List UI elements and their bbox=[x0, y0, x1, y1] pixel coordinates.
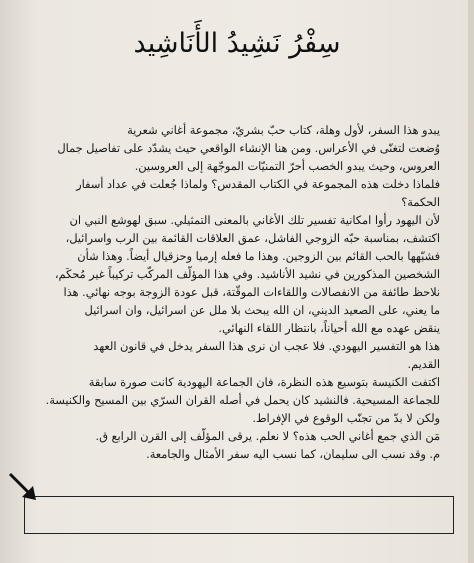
paragraph-3 bbox=[24, 212, 454, 338]
text-line: هذا هو التفسير اليهودي. فلا عجب ان نرى هذا السفر يدخل في قانون العهد bbox=[93, 340, 440, 353]
body-text bbox=[24, 122, 454, 464]
page-edge bbox=[468, 0, 474, 563]
text-line: اكتشف، بمناسبة حبّه الزوجي الفاشل، عمق العلاقات القائمة بين الرب واسرائيل، bbox=[65, 232, 440, 245]
arrow-icon bbox=[6, 470, 40, 504]
highlighted-line: م. وقد نسب الى سليمان، كما نسب اليه سفر الأمثال والجامعة. bbox=[146, 448, 440, 461]
paragraph-5 bbox=[24, 374, 454, 428]
text-line: اكتفت الكنيسة بتوسيع هذه النظرة، فان الجماعة اليهودية كانت صورة سابقة bbox=[88, 376, 440, 389]
text-line: فشبّهها بالحب القائم بين الزوجين. وهذا ما فعله إرميا وحزقيال أيضاً. وهذا شأن bbox=[77, 250, 440, 263]
text-line: يبدو هذا السفر، لأول وهلة، كتاب حبّ بشريّ، مجموعة أغاني شعرية bbox=[127, 124, 440, 137]
page-title: سِفْرُ نَشِيدُ الأَنَاشِيد bbox=[133, 28, 341, 59]
text-line: لأن اليهود رأوا امكانية تفسير تلك الأغاني بالمعنى التمثيلي. سبق لهوشع النبي ان bbox=[69, 214, 440, 227]
highlighted-line: مَن الذي جمع أغاني الحب هذه؟ لا نعلم. يرقى المؤلّف إلى القرن الرابع ق. bbox=[95, 430, 440, 443]
text-line: القديم. bbox=[407, 358, 440, 371]
text-line: ولكن لا بدّ من تجنّب الوقوع في الإفراط. bbox=[252, 412, 440, 425]
paragraph-4 bbox=[24, 338, 454, 374]
text-line: الشخصين المذكورين في نشيد الأناشيد. وفي هذا المؤلّف المركّب تركيباً غير مُحكَم، bbox=[54, 268, 440, 281]
text-line: ما يعني، على الصعيد الديني، ان الله يبحث بلا ملل عن اسرائيل، وان اسرائيل bbox=[84, 304, 440, 317]
paragraph-6-highlighted bbox=[24, 428, 454, 464]
text-line: نلاحظ طائفة من الانفصالات واللقاءات الموقّتة، قبل عودة الزوجة بوجه نهائي. هذا bbox=[63, 286, 440, 299]
text-line: وُضعت لتغنّى في الأعراس. ومن هنا الإنشاء الواقعي حيث يشدّد على تفاصيل جمال bbox=[57, 142, 440, 155]
text-line: للجماعة المسيحية. فالنشيد كان يحمل في أصله القران السرّي بين المسيح والكنيسة. bbox=[45, 394, 440, 407]
text-line: الحكمة؟ bbox=[401, 196, 440, 209]
text-line: فلماذا دخلت هذه المجموعة في الكتاب المقدس؟ ولماذا جُعلت في عداد أسفار bbox=[76, 178, 440, 191]
paragraph-1 bbox=[24, 122, 454, 176]
text-line: العروس، وحيث يبدو الخصب أحرّ التمنيّات الموجّهة إلى العروسين. bbox=[134, 160, 440, 173]
text-line: ينقض عهده مع الله أحياناً، بانتظار اللقاء النهائي. bbox=[218, 322, 440, 335]
paragraph-2 bbox=[24, 176, 454, 212]
highlight-box bbox=[24, 496, 454, 534]
